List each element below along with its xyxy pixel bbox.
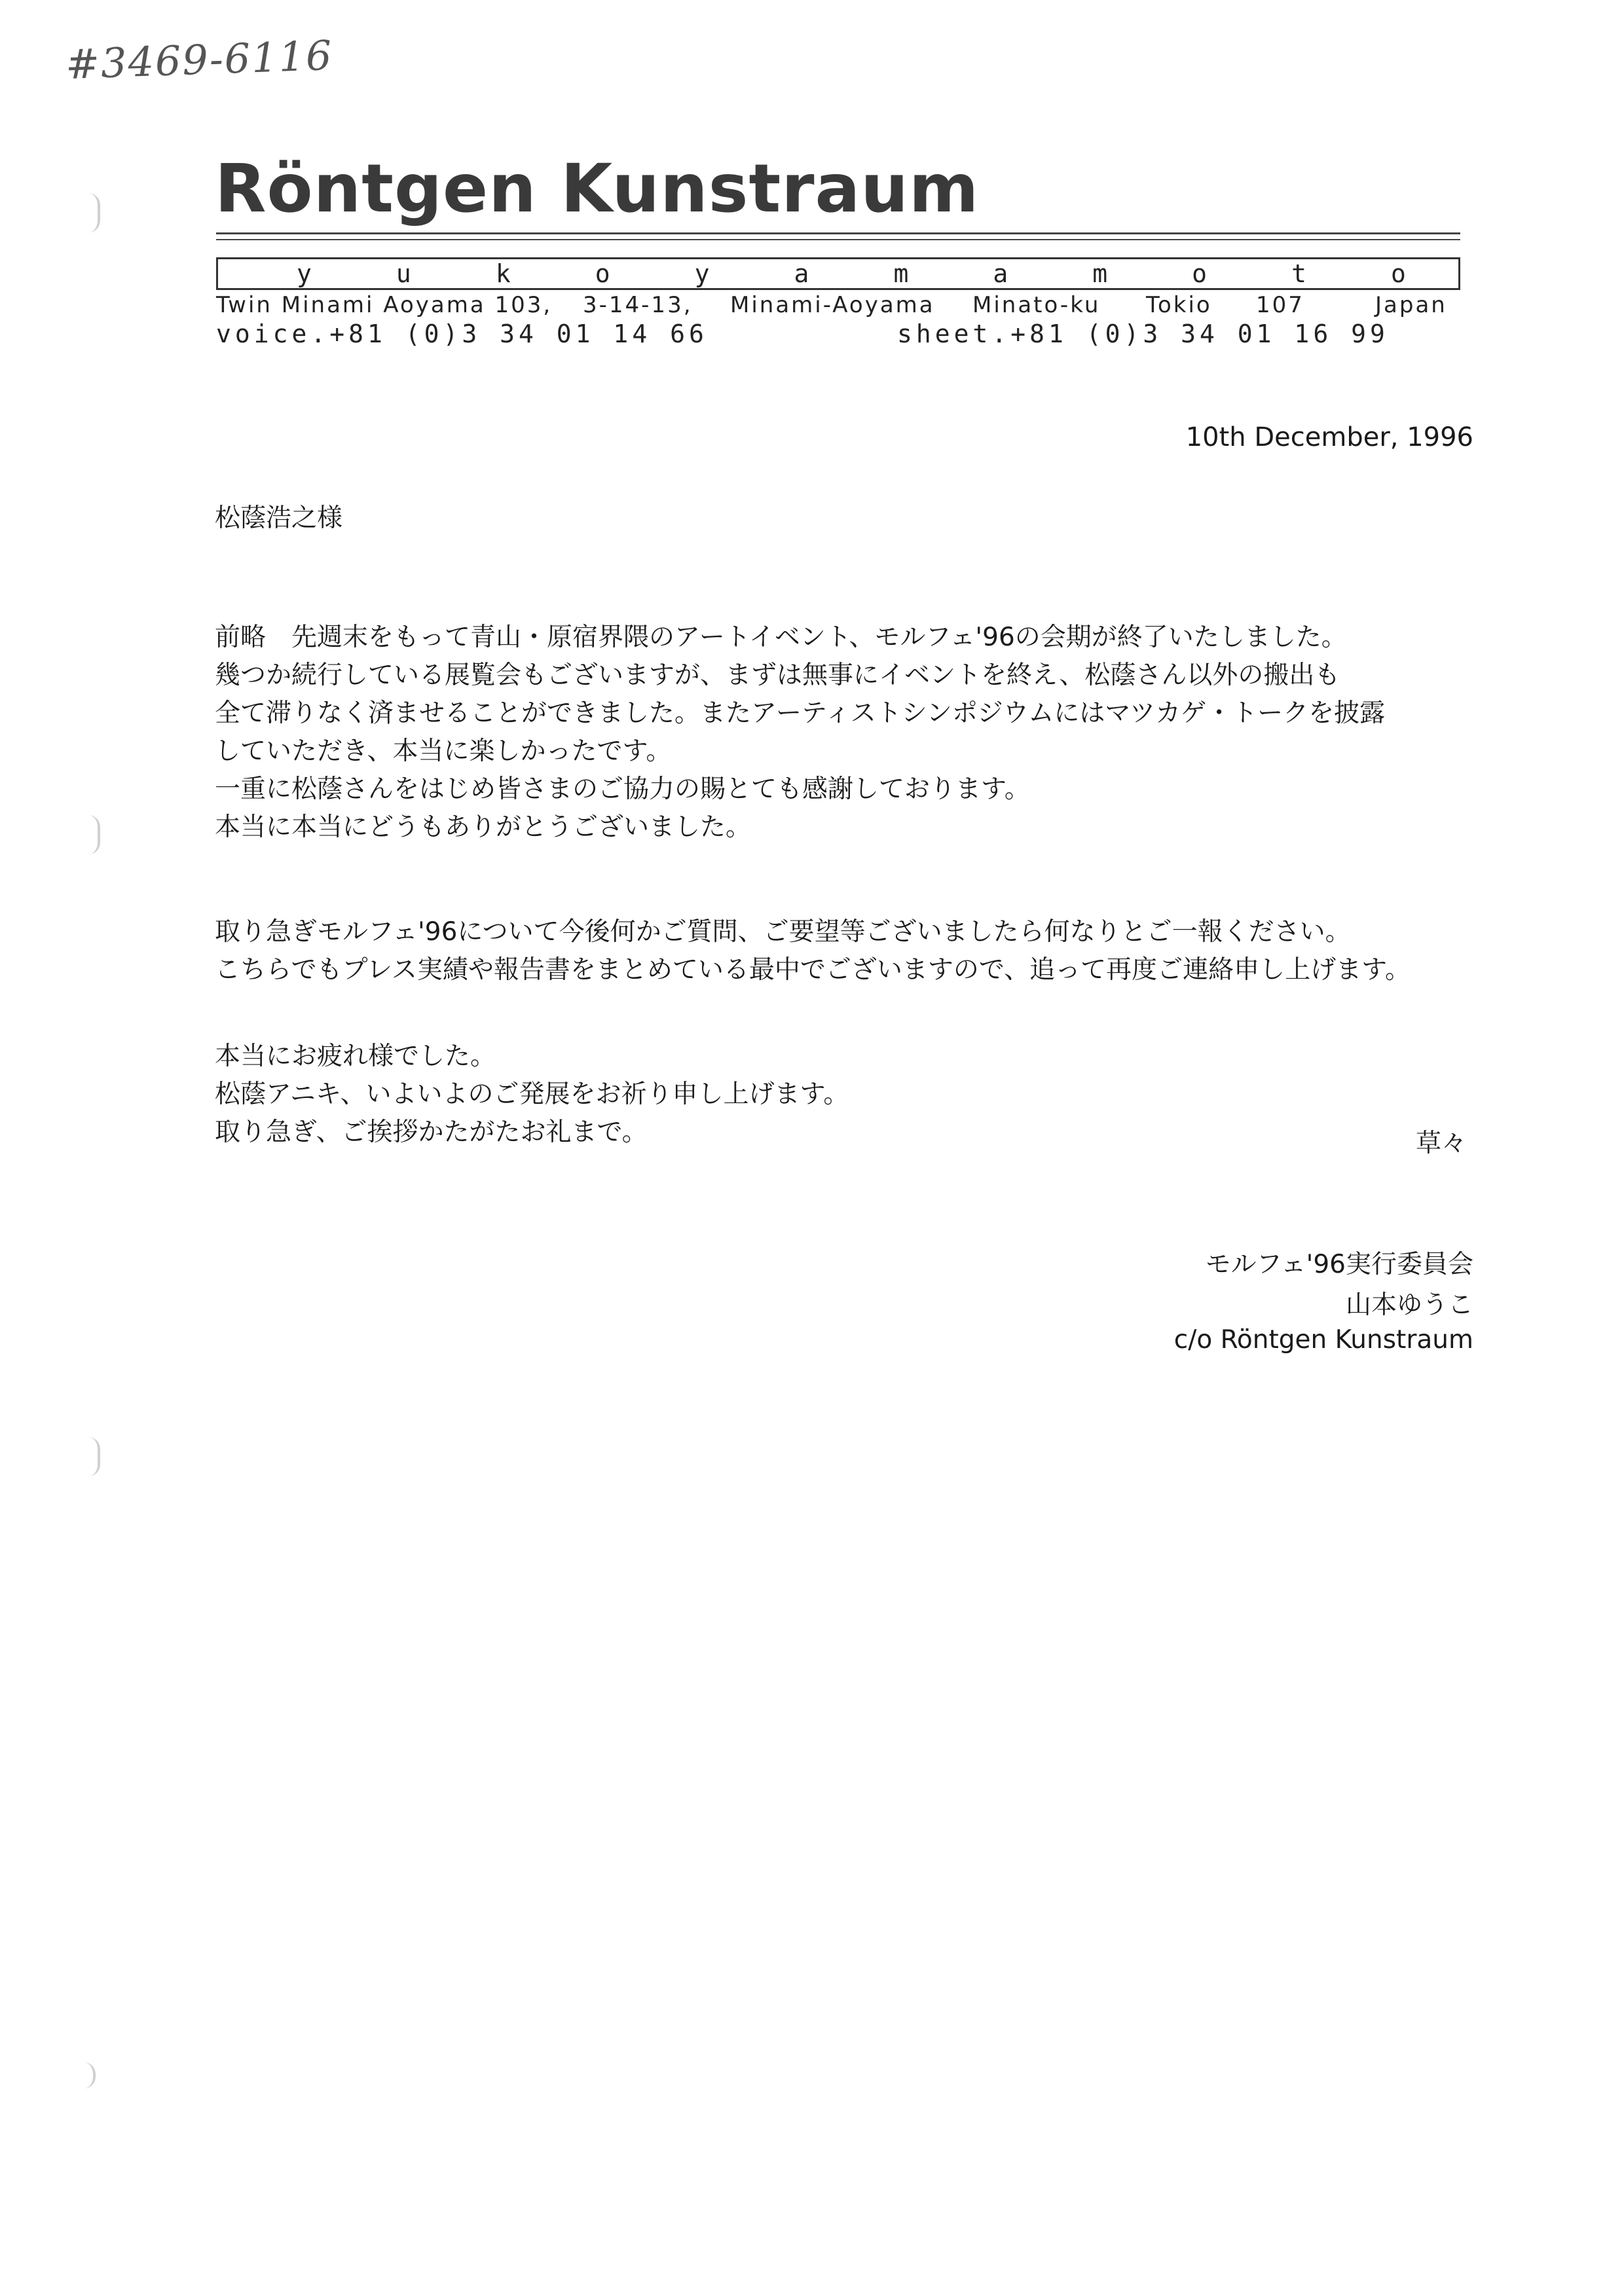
paragraph-2	[215, 913, 1411, 989]
punch-hole-mark	[88, 1437, 100, 1476]
text-line: 本当に本当にどうもありがとうございました。	[215, 812, 752, 842]
name-letter: t	[1291, 259, 1306, 288]
name-letter: y	[297, 259, 312, 288]
header-rule	[216, 232, 1460, 234]
name-letter: o	[1192, 259, 1208, 288]
name-letter: u	[396, 259, 411, 288]
text-line: 一重に松蔭さんをはじめ皆さまのご協力の賜とても感謝しております。	[215, 774, 1030, 804]
address-part: Minami-Aoyama	[730, 292, 935, 318]
name-letter: m	[893, 259, 909, 288]
punch-hole-mark	[84, 2062, 96, 2088]
signature-name: 山本ゆうこ	[1345, 1290, 1473, 1320]
person-name-letters	[218, 259, 1458, 288]
letter-date: 10th December, 1996	[1185, 422, 1473, 452]
name-letter: a	[993, 259, 1008, 288]
text-line: 取り急ぎモルフェ'96について今後何かご質問、ご要望等ございましたら何なりとご一報ください。	[215, 917, 1351, 947]
address-part: Minato-ku	[972, 292, 1101, 318]
address-part: Japan	[1375, 292, 1447, 318]
paragraph-1	[215, 619, 1385, 847]
signature-committee: モルフェ'96実行委員会	[1205, 1250, 1473, 1279]
name-letter: o	[1390, 259, 1406, 288]
company-logo: Röntgen Kunstraum	[215, 150, 980, 228]
address-part: 3-14-13,	[583, 292, 693, 318]
address-part: Twin Minami Aoyama 103,	[216, 292, 553, 318]
text-line: 松蔭アニキ、いよいよのご発展をお祈り申し上げます。	[215, 1080, 849, 1109]
paragraph-3	[215, 1038, 849, 1152]
address-part: 107	[1256, 292, 1304, 318]
voice-number: voice.+81 (0)3 34 01 14 66	[216, 319, 708, 348]
name-letter: a	[794, 259, 809, 288]
text-line: していただき、本当に楽しかったです。	[215, 737, 672, 766]
name-letter: o	[595, 259, 610, 288]
text-line: 本当にお疲れ様でした。	[215, 1042, 496, 1071]
name-letter: y	[694, 259, 710, 288]
name-letter: m	[1092, 259, 1108, 288]
fax-number: sheet.+81 (0)3 34 01 16 99	[897, 319, 1389, 348]
header-rule	[216, 239, 1460, 240]
text-line: 全て滞りなく済ませることができました。またアーティストシンポジウムにはマツカゲ・トークを披露	[215, 699, 1386, 728]
text-line: 前略 先週末をもって青山・原宿界隈のアートイベント、モルフェ'96の会期が終了いたしました。	[215, 623, 1347, 652]
name-bar	[216, 257, 1460, 290]
closing: 草々	[1415, 1129, 1467, 1158]
address-part: Tokio	[1146, 292, 1212, 318]
salutation: 松蔭浩之様	[215, 503, 343, 533]
punch-hole-mark	[88, 193, 100, 232]
name-letter: k	[495, 259, 511, 288]
signature-care-of: c/o Röntgen Kunstraum	[1173, 1325, 1473, 1355]
text-line: 取り急ぎ、ご挨拶かたがたお礼まで。	[215, 1118, 648, 1147]
handwritten-reference: #3469-6116	[64, 31, 334, 89]
text-line: 幾つか続行している展覧会もございますが、まずは無事にイベントを終え、松蔭さん以外の搬出も	[215, 661, 1340, 690]
text-line: こちらでもプレス実績や報告書をまとめている最中でございますので、追って再度ご連絡申し上げます。	[215, 955, 1411, 985]
punch-hole-mark	[88, 815, 100, 854]
